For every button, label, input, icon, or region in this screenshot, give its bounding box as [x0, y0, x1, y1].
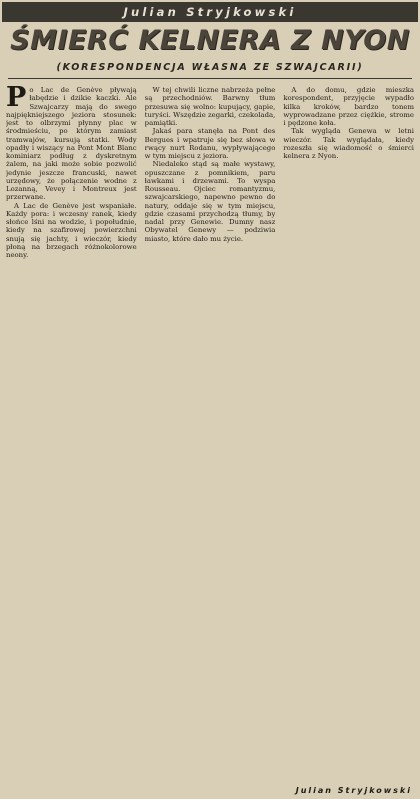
divider — [8, 78, 412, 79]
subheadline: (KORESPONDENCJA WŁASNA ZE SZWAJCARII) — [56, 62, 364, 73]
dropcap: P — [6, 86, 27, 113]
paragraph: Po Lac de Genève pływają łabędzie i dzikie kaczki. Ale Szwajcarzy mają do swego najpiękniejszego jeziora stosunek: jest to olbrzymi płynny plac w środmieściu, po którym zamiast tramwajów, kursują statki. Wody opadły i wiszący na Pont Mont Blanc kominiarz podług z dyskretnym żalem, na jaki może sobie pozwolić jedynie jeszcze francuski, nawet urzędowy, że połączenie wodne z Lozanną, Vevey i Montreux jest przerwane. — [6, 86, 137, 202]
paragraph: Tak wygląda Genewa w letni wieczór. Tak wyglądała, kiedy rozeszła się wiadomość o śmierci kelnera z Nyon. — [283, 127, 414, 160]
article-body — [6, 86, 414, 746]
article-column-3 — [283, 86, 414, 746]
paragraph: Jakaś para stanęła na Pont des Bergues i wpatruje się bez słowa w rwący nurt Rodanu, wypływającego w tym miejscu z jeziora. — [144, 127, 276, 160]
paragraph: Niedaleko stąd są małe wystawy, opuszczane z pomnikiem, paru ławkami i drzewami. To wyspa Rousseau. Ojciec romantyzmu, szwajcarskiego, napewno pewno do natury, oddaje się w tym miejscu, gdzie czasami przychodzą tłumy, by nadal przy Genewie. Dumny nasz Obywatel Genewy — podziwia miasto, które dało mu życie. — [144, 160, 276, 243]
article-column-1 — [6, 86, 137, 746]
paragraph: W tej chwili liczne nabrzeża pełne są przechodniów. Barwny tłum przesuwa się wolno: kupujący, gapie, turyści. Wszędzie zegarki, czekolada, pamiątki. — [144, 86, 276, 127]
author-banner: Julian Stryjkowski — [2, 2, 418, 22]
article-column-2 — [145, 86, 276, 746]
headline: ŚMIERĆ KELNERA Z NYON — [10, 25, 410, 56]
paragraph: A Lac de Genève jest wspaniałe. Każdy pora: i wczesny ranek, kiedy słońce lśni na wodzie, i popołudnie, kiedy na szafirowej powierzchni snują się jachty, i wieczór, kiedy płoną na brzegach różnokolorowe neony. — [6, 201, 137, 259]
author-signature: Julian Stryjkowski — [295, 786, 412, 795]
paragraph: A do domu, gdzie mieszka korespondent, przyjęcie wypadło kilka kroków, bardzo tonem wyprowadzane przez ciężkie, strome i pędzone koła. — [283, 86, 414, 127]
